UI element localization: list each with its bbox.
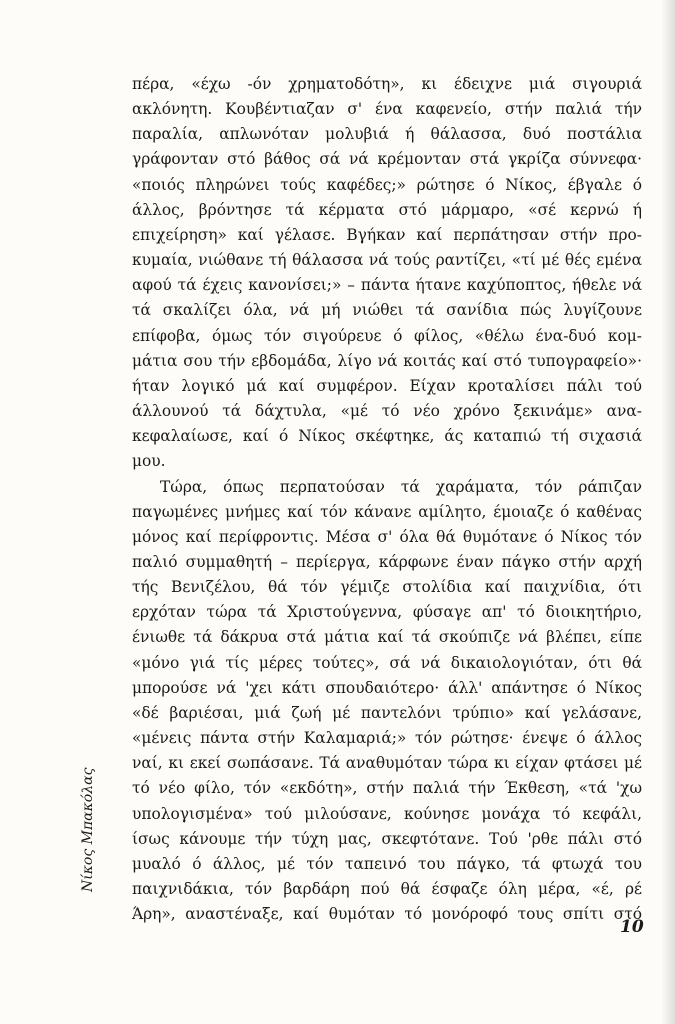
text-line: «ποιός πληρώνει τούς καφέδες;» ρώτησε ό Νίκος, έβγαλε ό — [132, 175, 642, 194]
text-line: άλλος, βρόντησε τά κέρματα στό μάρμαρο, «σέ κερνώ ή — [132, 200, 642, 219]
text-line: τής Βενιζέλου, θά τόν γέμιζε στολίδια καί παιχνίδια, ότι — [132, 578, 642, 597]
text-line: παλιό συμμαθητή – περίεργα, κάρφωνε έναν πάγκο στήν αρχή — [132, 552, 642, 571]
text-line: τό νέο φίλο, τόν «εκδότη», στήν παλιά τήν Έκθεση, «τά 'χω — [132, 779, 642, 798]
text-line: υπολογισμένα» τού μιλούσανε, κούνησε μονάχα τό κεφάλι, — [132, 804, 642, 823]
text-line: «δέ βαριέσαι, μιά ζωή μέ παντελόνι τρύπιο» καί γελάσανε, — [132, 703, 642, 722]
text-line: μπορούσε νά 'χει κάτι σπουδαιότερο· άλλ' απάντησε ό Νίκος — [132, 678, 642, 697]
text-line: ναί, κι εκεί σωπάσανε. Τά αναθυμόταν τώρα κι είχαν φτάσει μέ — [132, 754, 642, 773]
text-line: άλλουνού τά δάχτυλα, «μέ τό νέο χρόνο ξεκινάμε» ανα- — [132, 402, 642, 421]
text-line: παγωμένες μνήμες καί τόν κάνανε αμίλητο, έμοιαζε ό καθένας — [132, 502, 642, 521]
text-line: αφού τά έχεις κανονίσει;» – πάντα ήτανε καχύποπτος, ήθελε νά — [132, 276, 642, 295]
text-line: παιχνιδάκια, τόν βαρδάρη πού θά έσφαζε όλη μέρα, «έ, ρέ — [132, 880, 642, 898]
text-line: ερχόταν τώρα τά Χριστούγεννα, φύσαγε απ' τό διοικητήριο, — [132, 603, 642, 622]
text-line: ήταν λογικό μά καί συμφέρον. Είχαν κροταλίσει πάλι τού — [132, 376, 642, 395]
text-line: «μένεις πάντα στήν Καλαμαριά;» τόν ρώτησε· ένεψε ό άλλος — [132, 729, 642, 748]
text-line: επιχείρηση» καί γέλασε. Βγήκαν καί περπάτησαν στήν προ- — [132, 225, 642, 244]
paragraph — [132, 72, 642, 475]
body-text — [132, 72, 642, 927]
text-line: κυμαία, νιώθανε τή θάλασσα νά τούς ραντίζει, «τί μέ θές εμένα — [132, 251, 642, 270]
text-line: παραλία, απλωνόταν μολυβιά ή θάλασσα, δυό ποστάλια — [132, 125, 642, 144]
text-line: γράφονταν στό βάθος σά νά κρέμονταν στά γκρίζα σύννεφα· — [132, 150, 642, 169]
text-line: Άρη», αναστέναξε, καί θυμόταν τό μονόροφό τους σπίτι στό — [132, 905, 642, 924]
paragraph — [132, 475, 642, 928]
text-line: επίφοβα, όμως τόν σιγούρευε ό φίλος, «θέλω ένα-δυό κομ- — [132, 326, 642, 345]
text-line: μυαλό ό άλλος, μέ τόν ταπεινό του πάγκο, τά φτωχά του — [132, 854, 642, 873]
page-edge-shadow — [661, 0, 675, 1024]
text-line: τά σκαλίζει όλα, νά μή νιώθει τά σανίδια πώς λυγίζουνε — [132, 301, 642, 320]
text-line: μόνος καί περίφροντις. Μέσα σ' όλα θά θυμότανε ό Νίκος τόν — [132, 527, 642, 546]
text-line: μάτια σου τήν εβδομάδα, λίγο νά κοιτάς καί στό τυπογραφείο»· — [132, 351, 642, 370]
page-number: 10 — [620, 917, 644, 937]
text-line: ένιωθε τά δάκρυα στά μάτια καί τά σκούπιζε νά βλέπει, είπε — [132, 628, 642, 647]
text-line: ακλόνητη. Κουβέντιαζαν σ' ένα καφενείο, στήν παλιά τήν — [132, 100, 642, 119]
text-line: ίσως κάνουμε τήν τύχη μας, σκεφτότανε. Τού 'ρθε πάλι στό — [132, 829, 642, 848]
text-line: κεφαλαίωσε, καί ό Νίκος σκέφτηκε, άς καταπιώ τή σιχασιά — [132, 427, 642, 446]
text-line: πέρα, «έχω -όν χρηματοδότη», κι έδειχνε μιά σιγουριά — [132, 75, 642, 93]
text-line: Τώρα, όπως περπατούσαν τά χαράματα, τόν ράπιζαν — [160, 477, 642, 496]
running-author-name: Νίκος Μπακόλας — [80, 767, 96, 892]
text-line: μου. — [132, 452, 166, 471]
text-line: «μόνο γιά τίς μέρες τούτες», σά νά δικαιολογιόταν, ότι θά — [132, 653, 642, 672]
